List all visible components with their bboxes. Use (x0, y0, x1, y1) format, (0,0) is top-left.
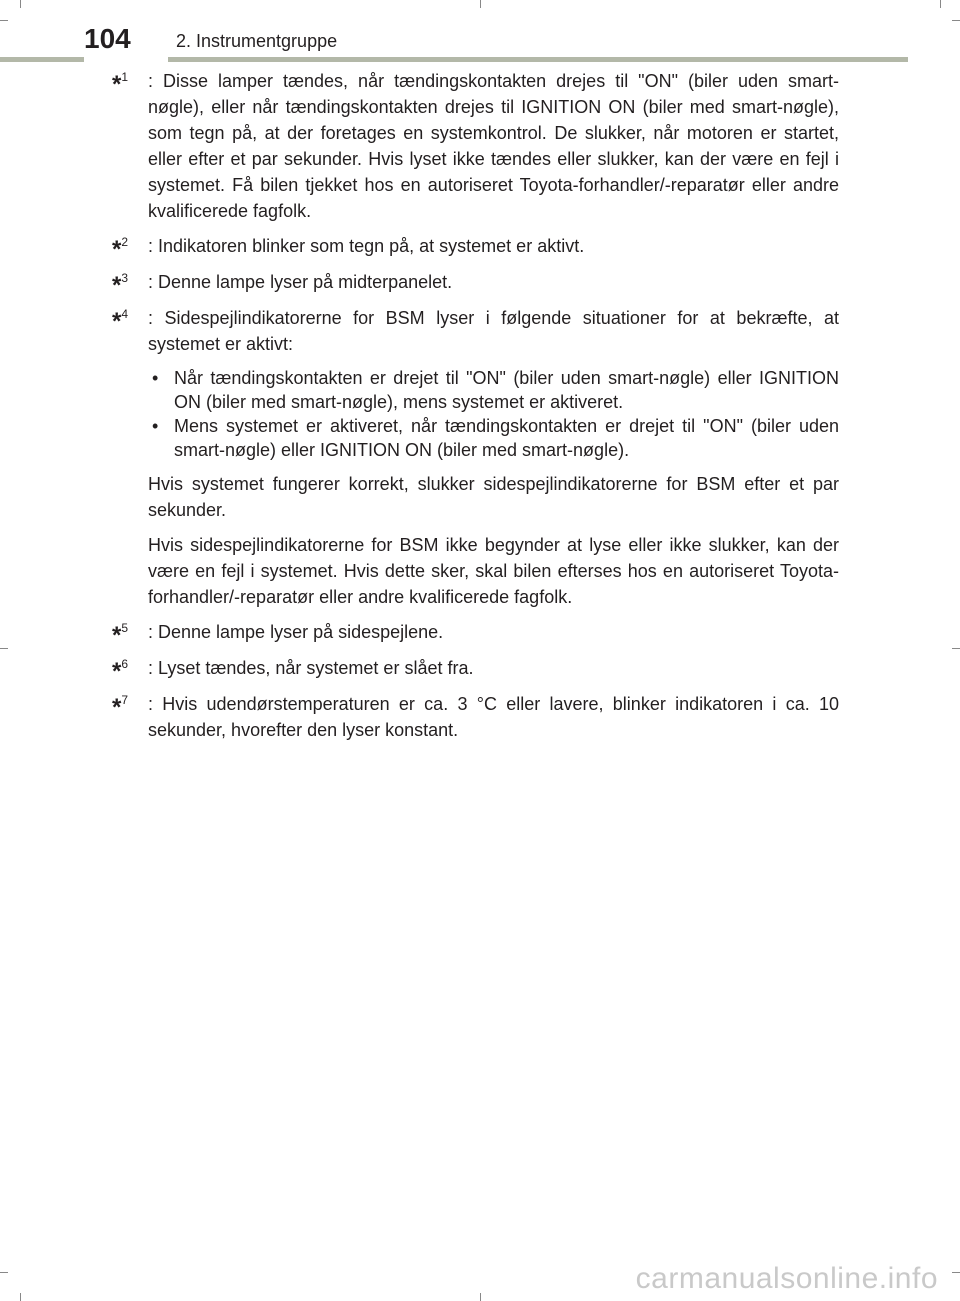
footnote-text: : Hvis udendørstemperaturen er ca. 3 °C eller lavere, blinker indikatoren i ca. 10 sekunder, hvorefter den lyser konstant. (148, 694, 839, 740)
footnote-5 (112, 619, 839, 649)
footnote-marker: *$^7$ (112, 693, 129, 721)
header-rule-left (0, 57, 84, 62)
crop-mark (940, 0, 941, 8)
footnote-marker: *$^2$ (112, 235, 129, 263)
footnote-text: : Denne lampe lyser på midterpanelet. (148, 272, 453, 292)
footnote-text: : Denne lampe lyser på sidespejlene. (148, 622, 444, 642)
watermark: carmanualsonline.info (635, 1262, 938, 1295)
footnote-4 (112, 305, 839, 610)
paragraph: Hvis sidespejlindikatorerne for BSM ikke begynder at lyse eller ikke slukker, kan der være en fejl i systemet. Hvis dette sker, skal bilen efterses hos en autoriseret Toyota-forhandler/-reparatør eller andre kvalificerede fagfolk. (148, 535, 839, 607)
crop-mark (480, 1293, 481, 1301)
crop-mark (0, 20, 8, 21)
footnote-body (148, 305, 839, 610)
section-title: 2. Instrumentgruppe (176, 31, 338, 51)
list-item: • Mens systemet er aktiveret, når tændingskontakten er drejet til "ON" (biler uden smart-nøgle) eller IGNITION ON (biler med smart-nøgle). (148, 414, 839, 462)
footnote-2 (112, 233, 839, 263)
crop-mark (0, 1272, 8, 1273)
crop-mark (20, 0, 21, 8)
page-number: 104 (84, 23, 131, 54)
crop-mark (952, 648, 960, 649)
page-header (0, 0, 960, 62)
crop-mark (20, 1293, 21, 1301)
bullet-glyph: • (152, 368, 159, 388)
header-rule (168, 57, 908, 62)
footnote-text: : Indikatoren blinker som tegn på, at systemet er aktivt. (148, 236, 585, 256)
crop-mark (0, 648, 8, 649)
footnote-marker: *$^1$ (112, 70, 129, 98)
bullet-list (148, 366, 839, 462)
crop-mark (952, 1272, 960, 1273)
footnotes (112, 68, 839, 752)
footnote-1 (112, 68, 839, 224)
footnote-text: : Disse lamper tændes, når tændingskontakten drejes til "ON" (biler uden smart-nøgle), eller når tændingskontakten drejes til IGNITION ON (biler med smart-nøgle), som tegn på, at der foretages en systemkontrol. De slukker, når motoren er startet, eller efter et par sekunder. Hvis lyset ikke tændes eller slukker, kan der være en fejl i systemet. Få bilen tjekket hos en autoriseret Toyota-forhandler/-reparatør eller andre kvalificerede fagfolk. (148, 71, 839, 221)
footnote-6 (112, 655, 839, 685)
crop-mark (480, 0, 481, 8)
footnote-marker: *$^6$ (112, 657, 129, 685)
footnote-text: : Sidespejlindikatorerne for BSM lyser i følgende situationer for at bekræfte, at systemet er aktivt: (148, 308, 839, 354)
paragraph: Hvis systemet fungerer korrekt, slukker sidespejlindikatorerne for BSM efter et par sekunder. (148, 474, 839, 520)
bullet-glyph: • (152, 416, 159, 436)
footnote-7 (112, 691, 839, 743)
footnote-marker: *$^3$ (112, 271, 129, 299)
footnote-3 (112, 269, 839, 299)
crop-mark (952, 20, 960, 21)
footnote-marker: *$^4$ (112, 307, 129, 335)
list-item: • Når tændingskontakten er drejet til "ON" (biler uden smart-nøgle) eller IGNITION ON (biler med smart-nøgle), mens systemet er aktiveret. (148, 366, 839, 414)
footnote-text: : Lyset tændes, når systemet er slået fra. (148, 658, 474, 678)
footnote-marker: *$^5$ (112, 621, 129, 649)
